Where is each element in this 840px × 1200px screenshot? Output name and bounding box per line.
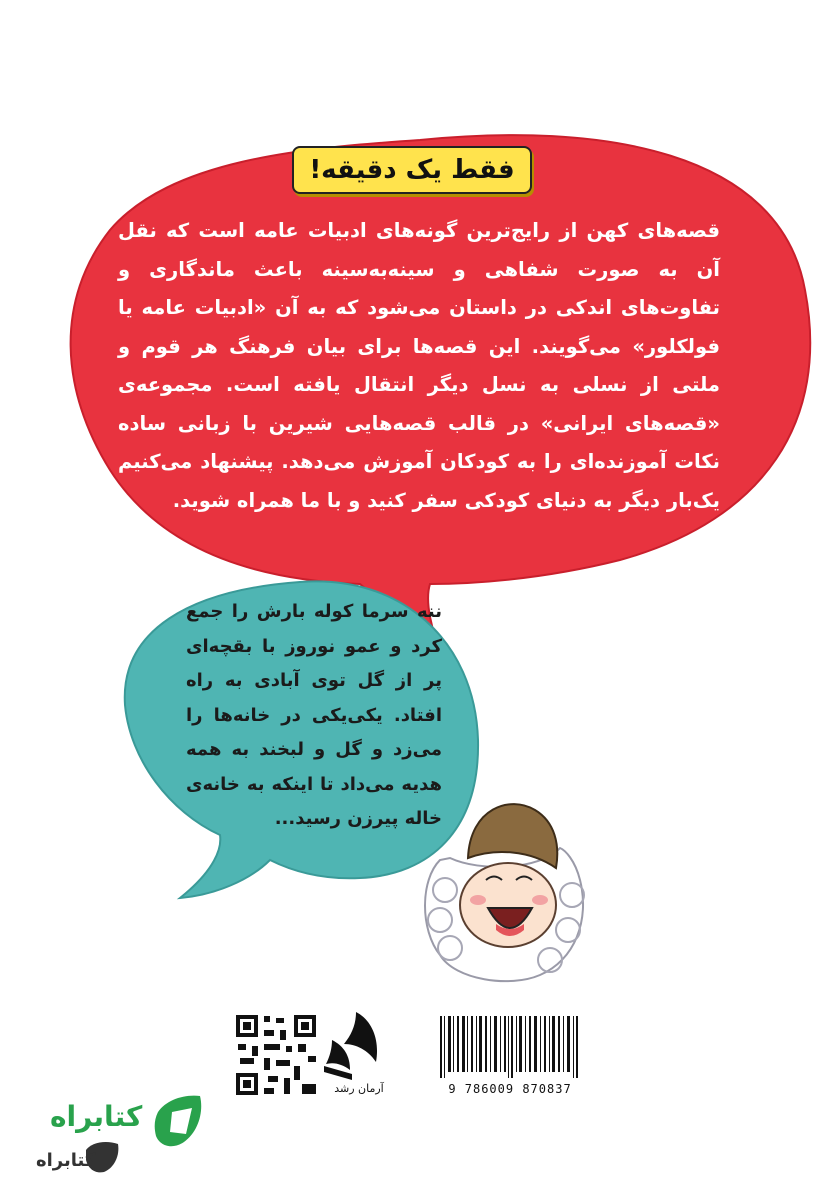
blue-bubble-text <box>186 595 442 837</box>
publisher-logo-icon <box>324 1012 377 1080</box>
store-name-small: کتابراه <box>36 1150 96 1171</box>
tag-label: فقط یک دقیقه! <box>309 155 515 185</box>
red-bubble-text <box>118 212 720 520</box>
publisher-name: آرمان رشد <box>334 1082 384 1095</box>
barcode-icon <box>430 1013 590 1083</box>
isbn-number: 9 786009 870837 <box>448 1082 572 1096</box>
red-bubble-paragraph: قصه‌های کهن از رایج‌ترین گونه‌های ادبیات عامه است که نقل آن به صورت شفاهی و سینه‌به‌سینه باعث ماندگاری و تفاوت‌های اندکی در داستان می‌شود که به آن «ادبیات عامه یا فولکلور» می‌گویند. این قصه‌ها برای بیان فرهنگ هر قوم و ملتی از نسلی به نسل دیگر انتقال یافته است. مجموعه‌ی «قصه‌های ایرانی» در قالب قصه‌هایی شیرین با زبانی ساده نکات آموزنده‌ای را به کودکان آموزش می‌دهد. پیشنهاد می‌کنیم یک‌بار دیگر به دنیای کودکی سفر کنید و با ما همراه شوید. <box>118 219 720 512</box>
blue-bubble-paragraph: ننه سرما کوله بارش را جمع کرد و عمو نوروز با بقچه‌ای پر از گل توی آبادی به راه افتاد. یکی‌یکی در خانه‌ها را می‌زد و گل و لبخند به همه هدیه می‌داد تا اینکه به خانه‌ی خاله پیرزن رسید... <box>186 601 442 829</box>
store-name: کتابراه <box>50 1100 143 1133</box>
section-tag <box>292 146 532 194</box>
qr-code-icon <box>234 1013 318 1097</box>
